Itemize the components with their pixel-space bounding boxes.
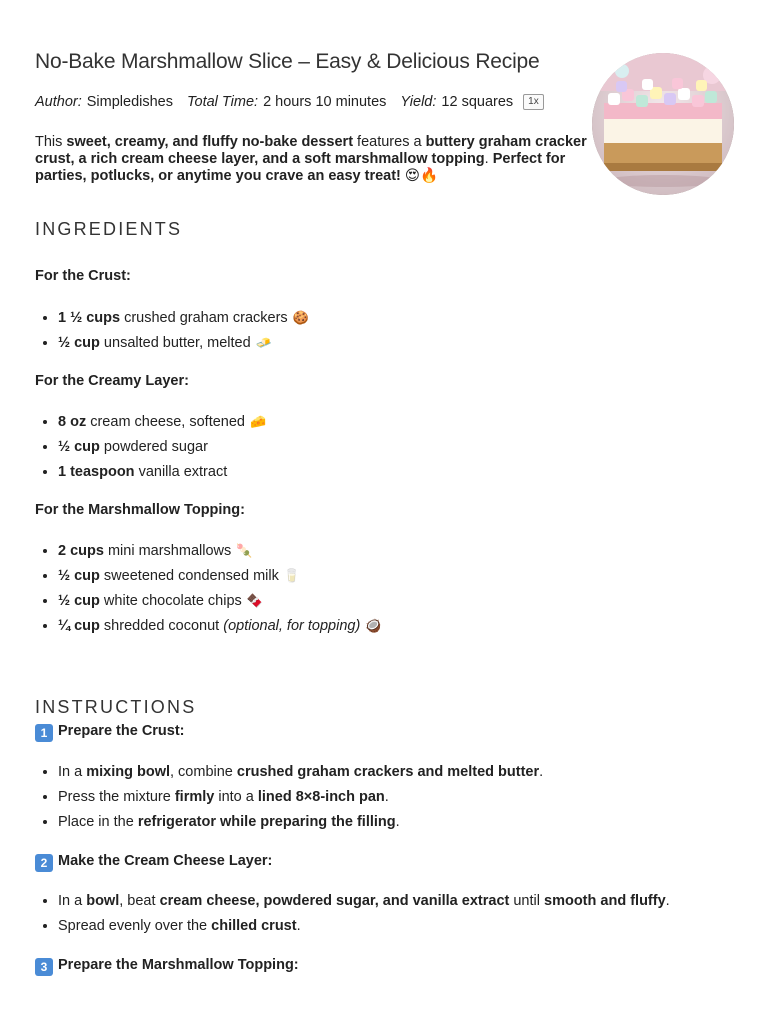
creamy-subheading: For the Creamy Layer: — [35, 373, 189, 389]
yield-scale-button[interactable]: 1x — [523, 94, 544, 110]
yield-label: Yield: — [400, 94, 437, 110]
ingredient-emoji-icon: 🍫 — [246, 594, 263, 609]
step-number-badge: 1 — [35, 724, 53, 742]
recipe-meta — [35, 94, 544, 110]
total-time-value: 2 hours 10 minutes — [263, 94, 387, 110]
step-1-bullets — [35, 760, 543, 835]
step-number-badge: 3 — [35, 958, 53, 976]
step-3-title: 3 Prepare the Marshmallow Topping: — [35, 957, 299, 976]
instruction-bullet: • Place in the refrigerator while preparing the filling. — [58, 810, 543, 835]
ingredient-emoji-icon: 🍡 — [236, 544, 253, 559]
step-1-title: 1 Prepare the Crust: — [35, 723, 185, 742]
author-value: Simpledishes — [86, 94, 173, 110]
ingredient-item: • 8 oz cream cheese, softened 🧀 — [58, 410, 266, 435]
step-number-badge: 2 — [35, 854, 53, 872]
recipe-photo — [592, 53, 734, 195]
instruction-bullet: • In a bowl, beat cream cheese, powdered sugar, and vanilla extract until smooth and fluffy. — [58, 889, 670, 914]
instruction-bullet: • Press the mixture firmly into a lined 8×8-inch pan. — [58, 785, 543, 810]
ingredient-item: • ½ cup sweetened condensed milk 🥛 — [58, 564, 381, 589]
recipe-intro: This sweet, creamy, and fluffy no-bake dessert features a buttery graham cracker crust, a rich cream cheese layer, and a soft marshmallow topping. Perfect for parties, potlucks, or anytime you crave an easy treat! 😍🔥 — [35, 134, 587, 184]
ingredient-item: • ½ cup powdered sugar — [58, 435, 266, 460]
ingredient-emoji-icon: 🥥 — [365, 619, 382, 634]
ingredient-item: • ½ cup unsalted butter, melted 🧈 — [58, 331, 309, 356]
ingredients-heading: INGREDIENTS — [35, 219, 183, 239]
ingredient-emoji-icon: 🧈 — [255, 336, 272, 351]
ingredient-item: • 2 cups mini marshmallows 🍡 — [58, 539, 381, 564]
ingredient-item: • ½ cup white chocolate chips 🍫 — [58, 589, 381, 614]
topping-ingredient-list — [35, 539, 381, 639]
marshmallow-slice-image — [592, 53, 734, 195]
total-time-label: Total Time: — [187, 94, 259, 110]
step-2-title: 2 Make the Cream Cheese Layer: — [35, 853, 272, 872]
author-label: Author: — [35, 94, 82, 110]
ingredient-emoji-icon: 🧀 — [250, 415, 267, 430]
yield-value: 12 squares — [441, 94, 514, 110]
crust-subheading: For the Crust: — [35, 268, 131, 284]
ingredient-emoji-icon: 🥛 — [283, 569, 301, 584]
crust-ingredient-list — [35, 306, 309, 356]
ingredient-emoji-icon: 🍪 — [292, 311, 309, 326]
ingredient-item: • ¼ cup shredded coconut (optional, for topping) 🥥 — [58, 614, 381, 639]
instruction-bullet: • Spread evenly over the chilled crust. — [58, 914, 670, 939]
instructions-heading: INSTRUCTIONS — [35, 697, 197, 717]
ingredient-item: • 1 ½ cups crushed graham crackers 🍪 — [58, 306, 309, 331]
ingredient-item: • 1 teaspoon vanilla extract — [58, 460, 266, 485]
instruction-bullet: • In a mixing bowl, combine crushed graham crackers and melted butter. — [58, 760, 543, 785]
creamy-ingredient-list — [35, 410, 266, 485]
step-2-bullets — [35, 889, 670, 939]
recipe-title: No-Bake Marshmallow Slice – Easy & Delicious Recipe — [35, 50, 540, 73]
topping-subheading: For the Marshmallow Topping: — [35, 502, 245, 518]
